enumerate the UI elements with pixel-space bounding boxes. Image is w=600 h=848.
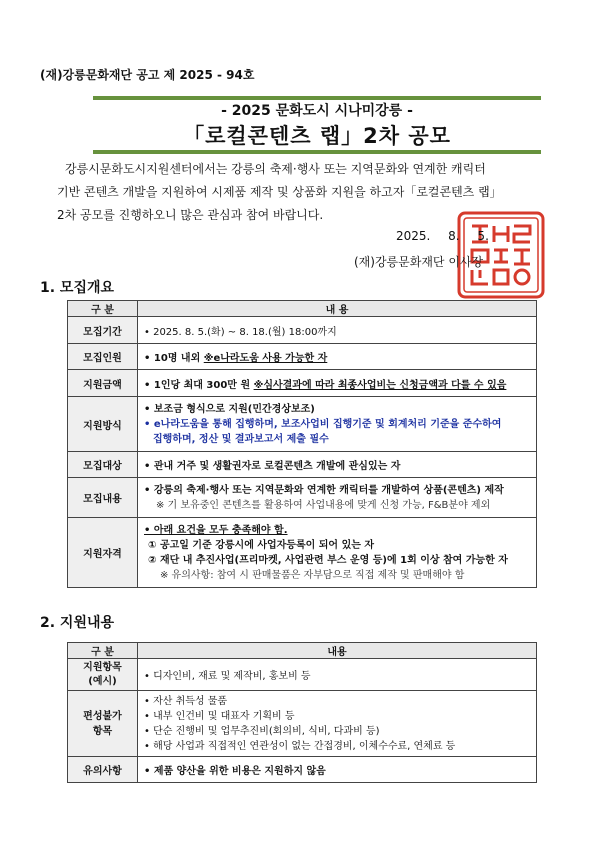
table-row <box>68 344 537 370</box>
row-text-people: • 10명 내외 ※e나라도움 사용 가능한 자 <box>138 344 537 370</box>
row-label-amount: 지원금액 <box>68 370 138 397</box>
recruitment-overview-table <box>67 300 537 588</box>
notice-number: (재)강릉문화재단 공고 제 2025 - 94호 <box>40 68 255 82</box>
row-text-caution: • 제품 양산을 위한 비용은 지원하지 않음 <box>138 757 537 783</box>
table-row <box>68 317 537 344</box>
header-content: 내용 <box>138 643 537 659</box>
intro-line-2: 기반 콘텐츠 개발을 지원하여 시제품 제작 및 상품화 지원을 하고자「로컬콘텐츠 랩」 <box>57 185 502 199</box>
table-row <box>68 452 537 478</box>
row-label-ineligible: 편성불가 항목 <box>68 691 138 757</box>
table-header-row <box>68 301 537 317</box>
row-label-content: 모집내용 <box>68 478 138 518</box>
table-row <box>68 757 537 783</box>
table-header-row <box>68 643 537 659</box>
table-row <box>68 659 537 691</box>
intro-line-3: 2차 공모를 진행하오니 많은 관심과 참여 바랍니다. <box>57 208 324 222</box>
row-text-items: • 디자인비, 재료 및 제작비, 홍보비 등 <box>138 659 537 691</box>
row-label-qualification: 지원자격 <box>68 518 138 588</box>
table-row <box>68 370 537 397</box>
issuer-name: (재)강릉문화재단 이사장 <box>354 255 484 269</box>
announcement-date: 2025. 8. 5. <box>396 229 489 243</box>
header-content: 내 용 <box>138 301 537 317</box>
section-2-heading: 2. 지원내용 <box>40 615 115 631</box>
page-title: 「로컬콘텐츠 랩」2차 공모 <box>183 124 451 148</box>
row-text-amount: • 1인당 최대 300만 원 ※심사결과에 따라 최종사업비는 신청금액과 다를 수 있음 <box>138 370 537 397</box>
row-label-items: 지원항목 (예시) <box>68 659 138 691</box>
row-label-period: 모집기간 <box>68 317 138 344</box>
row-label-target: 모집대상 <box>68 452 138 478</box>
table-row <box>68 397 537 452</box>
row-label-people: 모집인원 <box>68 344 138 370</box>
row-text-ineligible: • 자산 취득성 물품 • 내부 인건비 및 대표자 기획비 등 • 단순 진행비 및 업무추진비(회의비, 식비, 다과비 등) • 해당 사업과 직접적인 연관성이 없는 간접경비, 이체수수료, 연체료 등 <box>138 691 537 757</box>
table-row <box>68 691 537 757</box>
page-subtitle: - 2025 문화도시 시나미강릉 - <box>221 103 413 119</box>
header-category: 구 분 <box>68 301 138 317</box>
section-1-heading: 1. 모집개요 <box>40 280 115 296</box>
title-rule <box>93 150 541 154</box>
intro-line-1: 강릉시문화도시지원센터에서는 강릉의 축제·행사 또는 지역문화와 연계한 캐릭터 <box>65 162 486 176</box>
row-text-qualification: • 아래 요건을 모두 충족해야 함. ① 공고일 기준 강릉시에 사업자등록이 되어 있는 자 ② 재단 내 추진사업(프리마켓, 사업관련 부스 운영 등)에 1회 이상 참여 가능한 자 ※ 유의사항: 참여 시 판매물품은 자부담으로 직접 제작 및 판매해야 함 <box>138 518 537 588</box>
row-text-content: • 강릉의 축제·행사 또는 지역문화와 연계한 캐릭터를 개발하여 상품(콘텐츠) 제작 ※ 기 보유중인 콘텐츠를 활용하여 사업내용에 맞게 신청 가능, F&B분야 제외 <box>138 478 537 518</box>
row-text-period: • 2025. 8. 5.(화) ~ 8. 18.(월) 18:00까지 <box>138 317 537 344</box>
support-content-table <box>67 642 537 783</box>
row-label-method: 지원방식 <box>68 397 138 452</box>
row-text-method: • 보조금 형식으로 지원(민간경상보조) • e나라도움을 통해 집행하며, 보조사업비 집행기준 및 회계처리 기준을 준수하여 집행하며, 정산 및 결과보고서 제출 필수 <box>138 397 537 452</box>
table-row <box>68 518 537 588</box>
table-row <box>68 478 537 518</box>
header-category: 구 분 <box>68 643 138 659</box>
row-label-caution: 유의사항 <box>68 757 138 783</box>
row-text-target: • 관내 거주 및 생활권자로 로컬콘텐츠 개발에 관심있는 자 <box>138 452 537 478</box>
